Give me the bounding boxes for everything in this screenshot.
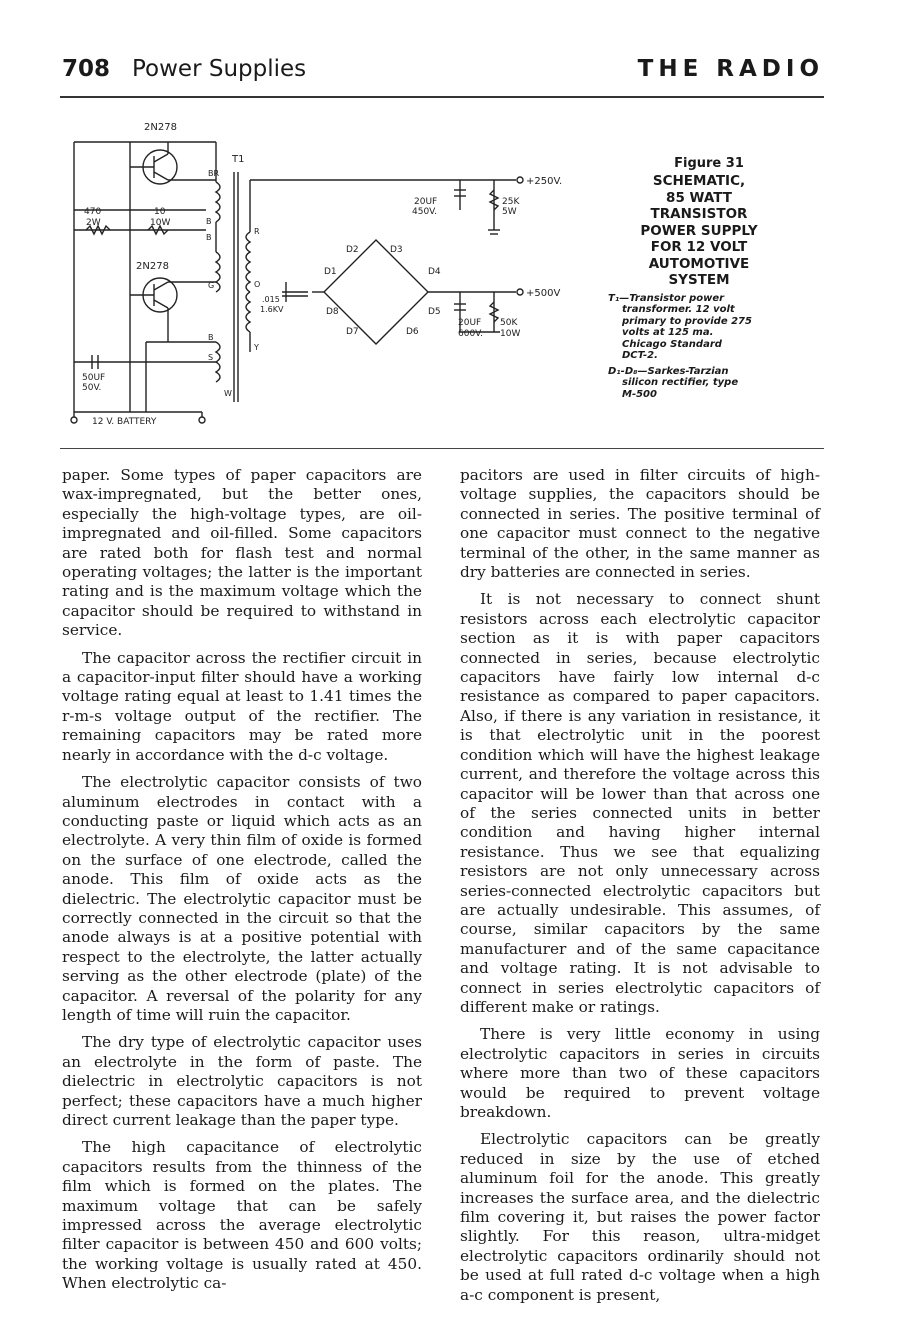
output-250v-label: +250V. — [526, 176, 563, 187]
page-header — [62, 56, 824, 92]
lead-s-label: S — [208, 353, 214, 362]
parts-note-diodes: D₁-D₈—Sarkes-Tarzian silicon rectifier, type M-500 — [608, 365, 739, 400]
paragraph: There is very little economy in using electrolytic capacitors in series in circuits where more than two of these capacitors would be required to prevent voltage breakdown. — [460, 1025, 820, 1121]
d8-label: D8 — [326, 307, 339, 317]
lead-g-label: G — [208, 281, 215, 290]
figure-label: Figure 31 — [674, 156, 744, 171]
d3-label: D3 — [390, 245, 403, 255]
c3-value-label: 20UF — [458, 318, 482, 328]
r4-watts-label: 10W — [500, 329, 521, 339]
figure-caption — [604, 156, 814, 400]
t1-label: T1 — [232, 154, 245, 165]
lead-b1-label: B — [206, 217, 212, 226]
d5-label: D5 — [428, 307, 441, 317]
r3-value-label: 25K — [502, 197, 520, 207]
c2-value-label: 20UF — [414, 197, 438, 207]
d2-label: D2 — [346, 245, 359, 255]
d4-label: D4 — [428, 267, 441, 277]
d7-label: D7 — [346, 327, 359, 337]
paragraph: Electrolytic capacitors can be greatly reduced in size by the use of etched aluminum foil for the anode. This greatly increases the surface area, and the dielectric film covering it, but raises the power factor slightly. For this reason, ultra-midget electrolytic capacitors ordinarily should not be used at full rated d-c voltage when a high a-c component is present, — [460, 1130, 820, 1304]
c4-value-label: 50UF — [82, 373, 106, 383]
body-column-left — [62, 466, 422, 1302]
battery-label: 12 V. BATTERY — [92, 417, 157, 427]
q2-label: 2N278 — [136, 261, 169, 272]
figure-rule — [60, 448, 824, 449]
lead-b3-label: B — [208, 333, 214, 342]
schematic-diagram — [56, 112, 604, 432]
paragraph: The high capacitance of electrolytic capacitors results from the thinness of the film which is formed on the plates. The maximum voltage that can be safely impressed across the average electrolytic filter capacitor is between 450 and 600 volts; the working voltage is usually rated at 450. When electrolytic ca- — [62, 1138, 422, 1293]
r2-value-label: 10 — [154, 207, 166, 217]
section-title: Power Supplies — [132, 56, 307, 82]
lead-br-label: BR — [208, 169, 220, 178]
body-column-right — [460, 466, 820, 1313]
paragraph: It is not necessary to connect shunt resistors across each electrolytic capacitor section as it is with paper capacitors connected in series, because electrolytic capacitors have fairly low internal d-c resistance as compared to paper capacitors. Also, if there is any variation in resistance, it is that electrolytic unit in the poorest condition which will have the highest leakage current, and therefore the voltage across this capacitor will be lower than that across one of the series connected units in better condition and having higher internal resistance. Thus we see that equalizing resistors are not only unnecessary across series-connected electrolytic capacitors but are actually undesirable. This assumes, of course, similar capacitors by the same manufacturer and of the same capacitance and voltage rating. It is not advisable to connect in series electrolytic capacitors of different make or ratings. — [460, 590, 820, 1016]
lead-w-label: W — [224, 389, 232, 398]
lead-y-label: Y — [254, 343, 259, 352]
r4-value-label: 50K — [500, 318, 518, 328]
output-500v-label: +500V — [526, 288, 561, 299]
paragraph: pacitors are used in filter circuits of high-voltage supplies, the capacitors should be connected in series. The positive terminal of one capacitor must connect to the negative terminal of the other, in the same manner as dry batteries are connected in series. — [460, 466, 820, 582]
d6-label: D6 — [406, 327, 419, 337]
paragraph: The dry type of electrolytic capacitor uses an electrolyte in the form of paste. The dielectric in electrolytic capacitors is not perfect; these capacitors have a much higher direct current leakage than the paper type. — [62, 1033, 422, 1129]
paragraph: paper. Some types of paper capacitors are wax-impregnated, but the better ones, especially the high-voltage types, are oil-impregnated and oil-filled. Some capacitors are rated both for flash test and normal operating voltages; the latter is the important rating and is the maximum voltage which the capacitor should be required to withstand in service. — [62, 466, 422, 640]
c1-volts-label: 1.6KV — [260, 305, 284, 314]
d1-label: D1 — [324, 267, 337, 277]
c1-value-label: .015 — [262, 295, 280, 304]
c2-volts-label: 450V. — [412, 207, 438, 217]
lead-r-label: R — [254, 227, 260, 236]
paragraph: The capacitor across the rectifier circuit in a capacitor-input filter should have a working voltage rating equal at least to 1.41 times the r-m-s voltage output of the rectifier. The remaining capacitors may be rated more nearly in accordance with the d-c voltage. — [62, 648, 422, 764]
r2-watts-label: 10W — [150, 218, 171, 228]
c4-volts-label: 50V. — [82, 383, 102, 393]
lead-b2-label: B — [206, 233, 212, 242]
c3-volts-label: 600V. — [458, 329, 484, 339]
r3-watts-label: 5W — [502, 207, 517, 217]
figure-title: SCHEMATIC, 85 WATT TRANSISTOR POWER SUPPLY FOR 12 VOLT AUTOMOTIVE SYSTEM — [640, 173, 758, 288]
header-rule — [60, 96, 824, 98]
r1-watts-label: 2W — [86, 218, 101, 228]
paragraph: The electrolytic capacitor consists of two aluminum electrodes in contact with a conducting paste or liquid which acts as an electrolyte. A very thin film of oxide is formed on the surface of one electrode, called the anode. This film of oxide acts as the dielectric. The electrolytic capacitor must be correctly connected in the circuit so that the anode always is at a positive potential with respect to the electrolyte, the latter actually serving as the other electrode (plate) of the capacitor. A reversal of the polarity for any length of time will ruin the capacitor. — [62, 773, 422, 1024]
lead-o-label: O — [254, 280, 261, 289]
r1-value-label: 470 — [84, 207, 102, 217]
journal-title: THE RADIO — [637, 56, 824, 82]
q1-label: 2N278 — [144, 122, 177, 133]
parts-note-t1: T₁—Transistor power transformer. 12 volt primary to provide 275 volts at 125 ma. Chicago Standard DCT-2. — [608, 292, 752, 361]
page-number: 708 — [62, 56, 111, 82]
